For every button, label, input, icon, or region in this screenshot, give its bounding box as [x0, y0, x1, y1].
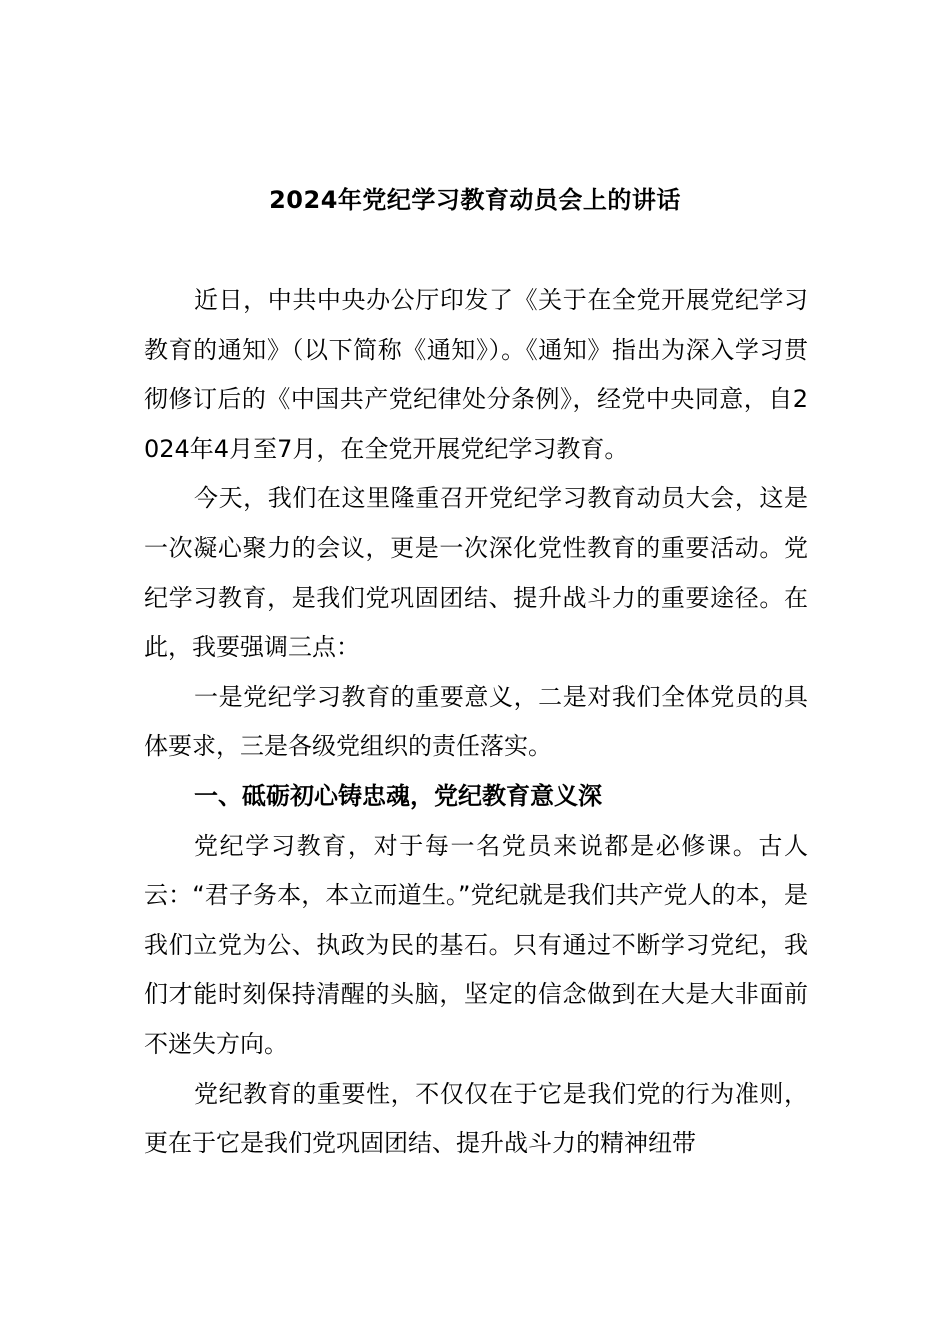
section1-paragraph-1: 党纪学习教育，对于每一名党员来说都是必修课。古人云：“君子务本，本立而道生。”党纪就是我们共产党人的本，是我们立党为公、执政为民的基石。只有通过不断学习党纪，我们才能时刻保持清醒的头脑，坚定的信念做到在大是大非面前不迷失方向。 [144, 831, 808, 1058]
document-title: 2024年党纪学习教育动员会上的讲话 [269, 186, 681, 214]
paragraph-three-points: 一是党纪学习教育的重要意义，二是对我们全体党员的具体要求，三是各级党组织的责任落实。 [144, 682, 808, 761]
section1-paragraph-2: 党纪教育的重要性，不仅仅在于它是我们党的行为准则，更在于它是我们党巩固团结、提升战斗力的精神纽带 [144, 1079, 808, 1158]
document-body [144, 276, 808, 1169]
paragraph-intro: 近日，中共中央办公厅印发了《关于在全党开展党纪学习教育的通知》（以下简称《通知》）。《通知》指出为深入学习贯彻修订后的《中国共产党纪律处分条例》，经党中央同意，自2024年4月至7月，在全党开展党纪学习教育。 [144, 286, 808, 463]
paragraph-meeting: 今天，我们在这里隆重召开党纪学习教育动员大会，这是一次凝心聚力的会议，更是一次深化党性教育的重要活动。党纪学习教育，是我们党巩固团结、提升战斗力的重要途径。在此，我要强调三点： [144, 484, 808, 662]
section-heading-1: 一、砥砺初心铸忠魂，党纪教育意义深 [194, 781, 602, 810]
